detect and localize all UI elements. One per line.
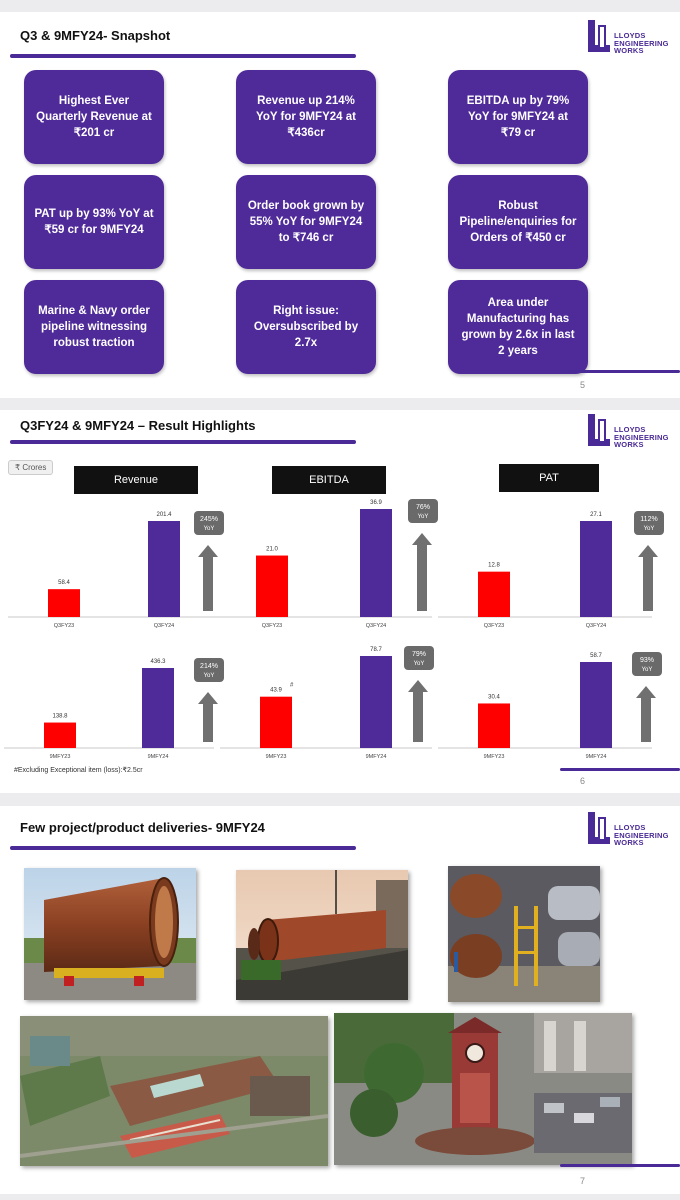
slide-title: Few project/product deliveries- 9MFY24 [20,820,265,835]
title-underline [10,54,356,58]
bar-9mfy24 [580,662,612,748]
company-logo [586,810,674,854]
metric-header-revenue: Revenue [74,466,198,494]
growth-value: 214% [200,663,218,670]
data-label: 43.9 [270,687,282,694]
category-label: Q3FY24 [153,623,175,629]
growth-value: 112% [640,516,658,523]
category-label: 9MFY23 [265,754,287,760]
bar-q3fy23 [478,572,510,617]
category-label: 9MFY24 [147,754,169,760]
bar-q3fy24 [360,509,392,617]
logo-mark-icon [586,18,612,58]
company-logo [586,18,674,62]
growth-value: 93% [639,657,655,664]
snapshot-box: PAT up by 93% YoY at ₹59 cr for 9MFY24 [24,175,164,269]
growth-value: 79% [411,651,427,658]
snapshot-box: Marine & Navy order pipeline witnessing robust traction [24,280,164,374]
category-label: Q3FY24 [585,623,607,629]
footnote: #Excluding Exceptional item (loss):₹2.5cr [14,767,143,774]
logo-text: LLOYDS ENGINEERING WORKS [614,823,669,847]
logo-text: LLOYDS ENGINEERING WORKS [614,425,669,449]
bar-q3fy23 [256,556,288,617]
data-label: 27.1 [590,512,602,518]
snapshot-box: Highest Ever Quarterly Revenue at ₹201 cr [24,70,164,164]
data-label: 30.4 [488,694,500,701]
category-label: 9MFY24 [585,754,607,760]
result-charts [0,410,680,793]
growth-value: 76% [415,504,431,511]
growth-unit: YoY [413,661,425,667]
page-number: 6 [580,776,586,786]
snapshot-box: EBITDA up by 79% YoY for 9MFY24 at ₹79 cr [448,70,588,164]
snapshot-box: Right issue: Oversubscribed by 2.7x [236,280,376,374]
data-label: 36.9 [370,500,382,506]
data-label: 138.8 [52,713,68,720]
growth-unit: YoY [417,514,429,520]
page-number: 7 [580,1176,586,1186]
category-label: 9MFY23 [483,754,505,760]
data-label: 21.0 [266,546,278,553]
growth-arrow-icon [412,533,432,611]
vessels-workshop-photo [448,866,600,1002]
bar-q3fy23 [48,589,80,617]
slide-title: Q3FY24 & 9MFY24 – Result Highlights [20,418,256,433]
category-label: 9MFY23 [49,754,71,760]
rotary-kiln-photo [236,870,408,1000]
bottom-rule [560,1164,680,1167]
growth-arrow-icon [638,545,658,611]
footnote-mark: # [290,682,294,689]
growth-unit: YoY [203,526,215,532]
clock-tower-photo [334,1013,632,1165]
growth-unit: YoY [203,673,215,679]
growth-arrow-icon [198,692,218,742]
bottom-rule [560,768,680,771]
plant-aerial-photo [20,1016,328,1166]
growth-arrow-icon [408,680,428,742]
category-label: Q3FY23 [483,623,505,629]
result-highlights-slide [0,410,680,793]
snapshot-box: Robust Pipeline/enquiries for Orders of ₹450 cr [448,175,588,269]
logo-mark-icon [586,810,612,850]
category-label: 9MFY24 [365,754,387,760]
growth-unit: YoY [643,526,655,532]
data-label: 201.4 [156,512,172,518]
data-label: 58.4 [58,580,70,587]
bar-q3fy24 [148,521,180,617]
metric-header-ebitda: EBITDA [272,466,386,494]
data-label: 58.7 [590,653,602,659]
growth-arrow-icon [198,545,218,611]
snapshot-slide [0,12,680,398]
slide-title: Q3 & 9MFY24- Snapshot [20,28,171,43]
project-deliveries-slide [0,806,680,1194]
bar-9mfy24 [360,656,392,748]
bar-9mfy24 [142,668,174,748]
bar-q3fy24 [580,521,612,617]
data-label: 78.7 [370,647,382,653]
bottom-rule [560,370,680,373]
bar-9mfy23 [478,703,510,748]
title-underline [10,846,356,850]
growth-value: 245% [200,516,218,523]
growth-unit: YoY [641,667,653,673]
bar-9mfy23 [44,723,76,748]
page-number: 5 [580,380,586,390]
category-label: Q3FY24 [365,623,387,629]
snapshot-box: Order book grown by 55% YoY for 9MFY24 to ₹746 cr [236,175,376,269]
category-label: Q3FY23 [261,623,283,629]
snapshot-box: Area under Manufacturing has grown by 2.6x in last 2 years [448,280,588,374]
logo-text: LLOYDS ENGINEERING WORKS [614,31,669,55]
snapshot-box: Revenue up 214% YoY for 9MFY24 at ₹436cr [236,70,376,164]
shell-drum-photo [24,868,196,1000]
data-label: 436.3 [150,659,166,665]
bar-9mfy23 [260,697,292,748]
data-label: 12.8 [488,562,500,569]
metric-header-pat: PAT [499,464,599,492]
category-label: Q3FY23 [53,623,75,629]
growth-arrow-icon [636,686,656,742]
unit-label: ₹ Crores [8,460,53,475]
